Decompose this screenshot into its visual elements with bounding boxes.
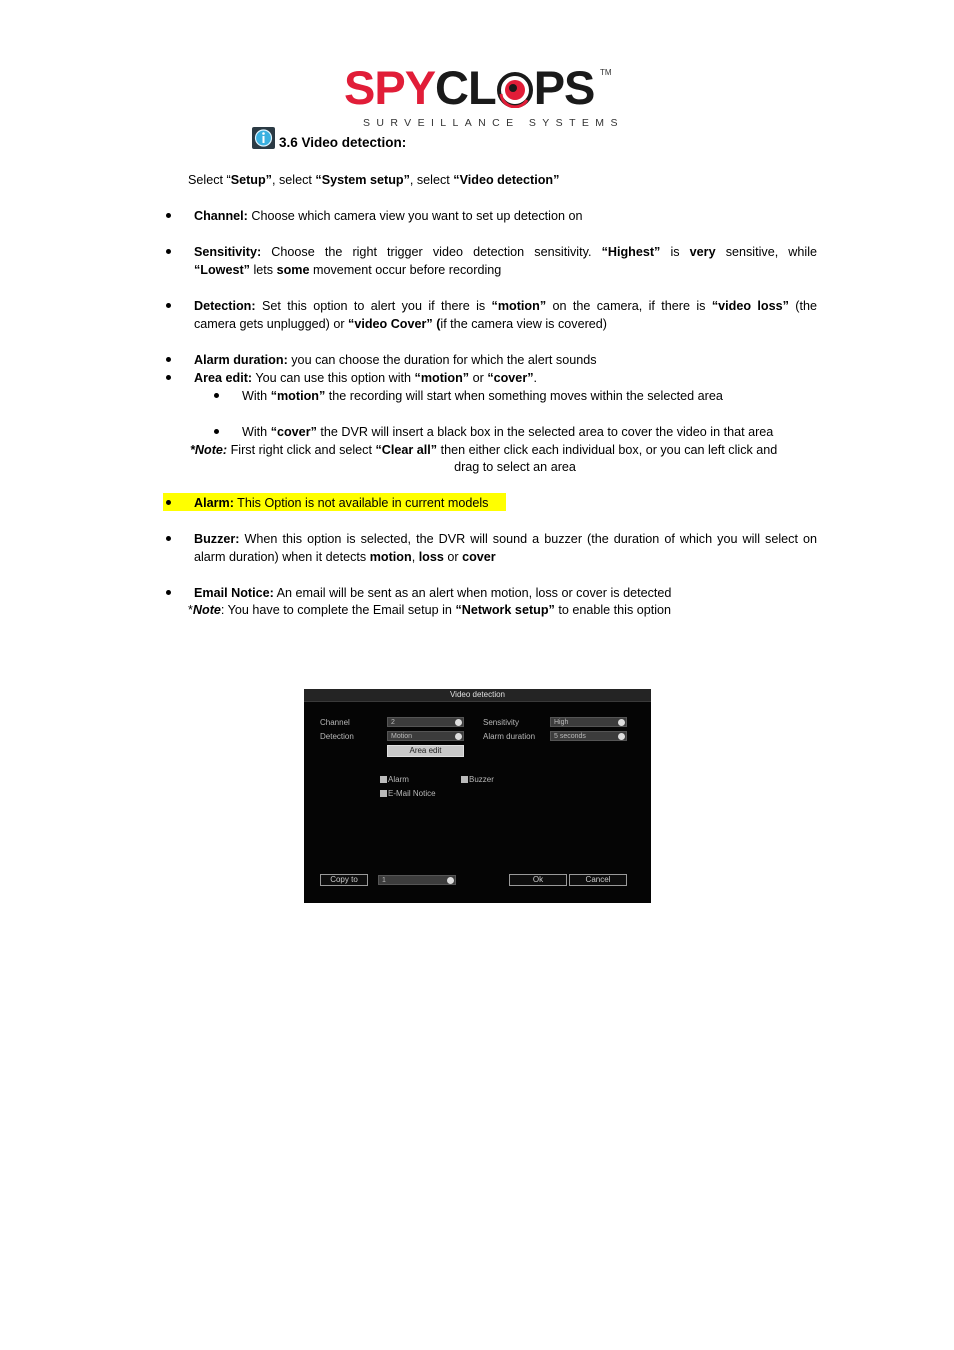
dvr-alarm-label: Alarm: [388, 775, 409, 784]
item-email: Email Notice: An email will be sent as an alert when motion, loss or cover is detected: [194, 586, 672, 600]
dvr-buzzer-checkbox[interactable]: [461, 776, 468, 783]
item-detection: Detection: Set this option to alert you if there is “motion” on the camera, if there is “video loss” (the: [194, 299, 817, 313]
bullet-icon: [214, 429, 219, 434]
info-globe-icon: [252, 127, 275, 149]
note-line2: drag to select an area: [454, 460, 576, 474]
dropdown-knob-icon: [618, 719, 625, 726]
note-line: *Note: First right click and select “Clear all” then either click each individual box, or you can left click and: [190, 443, 778, 457]
dropdown-knob-icon: [455, 733, 462, 740]
logo-end-text: PS: [533, 61, 595, 114]
bullet-icon: [166, 213, 171, 218]
dvr-cancel-button[interactable]: Cancel: [569, 874, 627, 886]
dvr-channel-select[interactable]: 2: [387, 717, 464, 727]
item-sensitivity-line2: “Lowest” lets some movement occur before recording: [194, 263, 502, 277]
item-channel: Channel: Choose which camera view you want to set up detection on: [194, 209, 583, 223]
logo-tagline: SURVEILLANCE SYSTEMS: [363, 117, 624, 129]
dvr-copy-to-select[interactable]: 1: [378, 875, 456, 885]
logo-red-text: SPY: [344, 61, 436, 114]
bullet-icon: [166, 357, 171, 362]
dvr-alarm-checkbox[interactable]: [380, 776, 387, 783]
item-buzzer: Buzzer: When this option is selected, the DVR will sound a buzzer (the duration of which you will select on: [194, 532, 817, 546]
note2-line: *Note: You have to complete the Email setup in “Network setup” to enable this option: [188, 603, 672, 617]
dvr-email-checkbox[interactable]: [380, 790, 387, 797]
bullet-icon: [214, 393, 219, 398]
item-area-edit: Area edit: You can use this option with “motion” or “cover”.: [194, 371, 538, 385]
intro-line: Select “Setup”, select “System setup”, select “Video detection”: [188, 173, 560, 187]
logo-trademark: TM: [600, 68, 612, 77]
bullet-icon: [166, 590, 171, 595]
dvr-channel-label: Channel: [320, 718, 350, 727]
dvr-detection-label: Detection: [320, 732, 354, 741]
dvr-area-edit-button[interactable]: Area edit: [387, 745, 464, 757]
bullet-icon: [166, 375, 171, 380]
item-buzzer-line2: alarm duration) when it detects motion, loss or cover: [194, 550, 496, 564]
dvr-video-detection-screen: [304, 689, 651, 903]
dvr-alarm-duration-label: Alarm duration: [483, 732, 536, 741]
item-sub-motion: With “motion” the recording will start when something moves within the selected area: [242, 389, 723, 403]
item-sensitivity: Sensitivity: Choose the right trigger video detection sensitivity. “Highest” is very sensitive, while: [194, 245, 818, 259]
item-detection-line2: camera gets unplugged) or “video Cover” (if the camera view is covered): [194, 317, 607, 331]
section-title: 3.6 Video detection:: [279, 135, 407, 150]
eye-logo-icon: [497, 66, 533, 102]
dvr-detection-select[interactable]: Motion: [387, 731, 464, 741]
dvr-alarm-duration-select[interactable]: 5 seconds: [550, 731, 627, 741]
logo-wordmark: [344, 62, 594, 114]
dvr-email-label: E-Mail Notice: [388, 789, 436, 798]
bullet-icon: [166, 249, 171, 254]
dvr-sensitivity-label: Sensitivity: [483, 718, 520, 727]
bullet-icon: [166, 500, 171, 505]
bullet-icon: [166, 303, 171, 308]
dvr-buzzer-label: Buzzer: [469, 775, 494, 784]
dropdown-knob-icon: [618, 733, 625, 740]
dvr-window-title: Video detection: [304, 689, 651, 702]
bullet-icon: [166, 536, 171, 541]
item-alarm: Alarm: This Option is not available in current models: [194, 496, 489, 510]
item-alarm-duration: Alarm duration: you can choose the duration for which the alert sounds: [194, 353, 597, 367]
dropdown-knob-icon: [447, 877, 454, 884]
dvr-ok-button[interactable]: Ok: [509, 874, 567, 886]
spyclops-logo: [344, 61, 624, 132]
item-sub-cover: With “cover” the DVR will insert a black box in the selected area to cover the video in that area: [242, 425, 774, 439]
dropdown-knob-icon: [455, 719, 462, 726]
dvr-copy-to-button[interactable]: Copy to: [320, 874, 368, 886]
dvr-sensitivity-select[interactable]: High: [550, 717, 627, 727]
logo-dark-text: CL: [435, 61, 496, 114]
